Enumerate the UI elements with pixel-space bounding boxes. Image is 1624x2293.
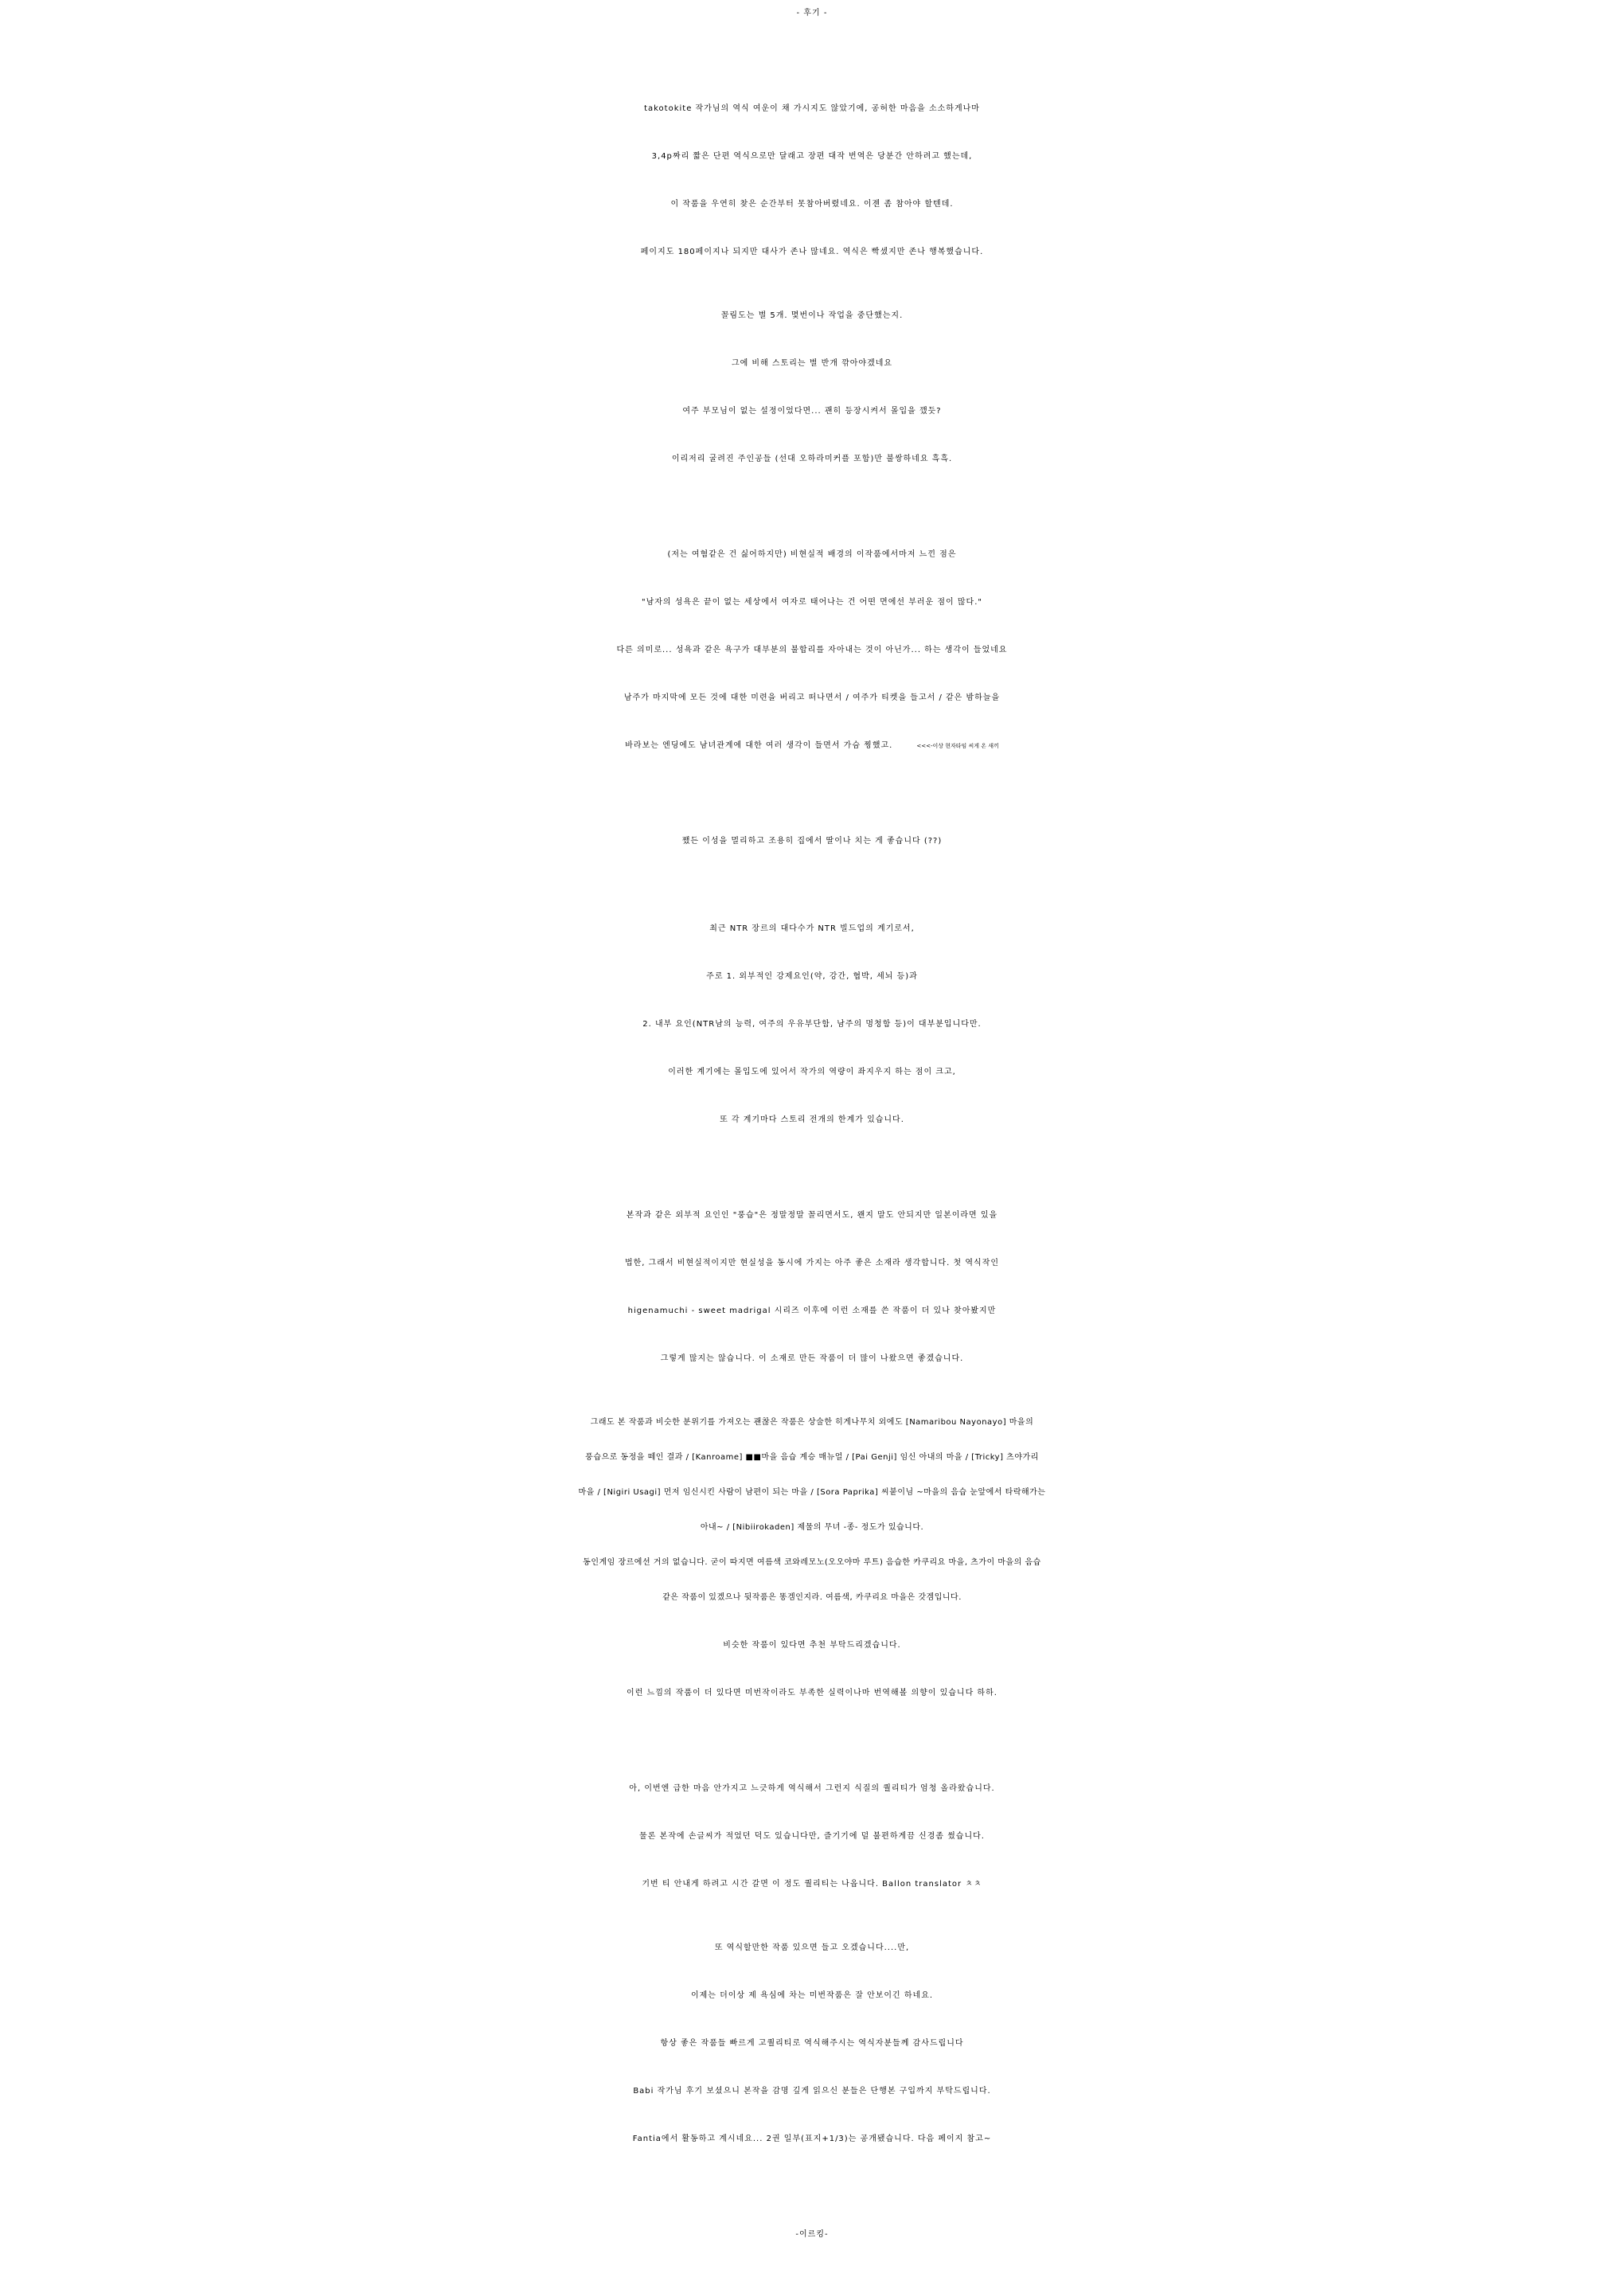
- small-text-line: 마을 / [Nigiri Usagi] 먼저 임신시킨 사람이 남편이 되는 마을 / [Sora Paprika] 씨붙이님 ~마을의 음습 눈앞에서 타락해가는: [578, 1488, 1046, 1497]
- text-line: 항상 좋은 작품들 빠르게 고퀄리티로 역식해주시는 역식자분들께 감사드립니다: [660, 2039, 964, 2048]
- text-line: 또 역식할만한 작품 있으면 들고 오겠습니다....만,: [714, 1943, 910, 1952]
- text-line: 또 각 계기마다 스토리 전개의 한계가 있습니다.: [720, 1115, 904, 1124]
- text-line: 이러한 계기에는 몰입도에 있어서 작가의 역량이 좌지우지 하는 점이 크고,: [668, 1068, 956, 1076]
- text-line: 기번 티 안내게 하려고 시간 갈면 이 정도 퀄리티는 나옵니다. Ballon translator ㅊㅊ: [642, 1880, 982, 1889]
- text-line: 남주가 마지막에 모든 것에 대한 미련을 버리고 떠나면서 / 여주가 티켓을 들고서 / 같은 밤하늘을: [623, 693, 1001, 702]
- signature: -이르킹-: [795, 2230, 829, 2239]
- text-line: 그에 비해 스토리는 별 반개 깎아야겠네요: [731, 359, 893, 368]
- text-line: 3,4p짜리 짧은 단편 역식으로만 달래고 장편 대작 번역은 당분간 안하려고 했는데,: [651, 152, 973, 161]
- text-line: higenamuchi - sweet madrigal 시리즈 이후에 이런 소재를 쓴 작품이 더 있나 찾아봤지만: [627, 1307, 997, 1315]
- text-line: 여주 부모님이 없는 설정이었다면... 괜히 등장시켜서 몰입을 깼듯?: [682, 407, 942, 416]
- text-line: Fantia에서 활동하고 계시네요... 2권 일부(표지+1/3)는 공개됐습니다. 다음 페이지 참고~: [632, 2135, 992, 2143]
- small-text-line: 그래도 본 작품과 비슷한 분위기를 가져오는 괜찮은 작품은 상술한 히게나무치 외에도 [Namaribou Nayonayo] 마을의: [590, 1418, 1034, 1427]
- text-line: 법한, 그래서 비현실적이지만 현실성을 동시에 가지는 아주 좋은 소재라 생각합니다. 첫 역식작인: [624, 1259, 1000, 1268]
- text-line: 바라보는 엔딩에도 남녀관계에 대한 여러 생각이 들면서 가슴 찡했고.: [625, 741, 893, 750]
- text-line-with-note: [0, 742, 1624, 750]
- text-line: 이런 느낌의 작품이 더 있다면 미번작이라도 부족한 실력이나마 번역해볼 의향이 있습니다 하하.: [627, 1689, 997, 1697]
- text-line: 물론 본작에 손글씨가 적었던 덕도 있습니다만, 즐기기에 덜 불편하게끔 신경좀 썼습니다.: [639, 1832, 985, 1841]
- text-line: 쨌든 이성을 멀리하고 조용히 집에서 딸이나 치는 게 좋습니다 (??): [681, 837, 943, 846]
- small-text-line: 동인게임 장르에선 거의 없습니다. 굳이 따지면 여름색 코와레모노(오오야마 루트) 음습한 카쿠리요 마을, 츠가이 마을의 음습: [583, 1558, 1041, 1567]
- small-text-line: 풍습으로 동정을 떼인 결과 / [Kanroame] ■■마을 음습 계승 매뉴얼 / [Pai Genji] 임신 아내의 마을 / [Tricky] 츠야가리: [585, 1453, 1039, 1462]
- text-line: takotokite 작가님의 역식 여운이 채 가시지도 않았기에, 공허한 마음을 소소하게나마: [644, 104, 980, 113]
- page-title: - 후기 -: [796, 9, 828, 18]
- text-line: 다른 의미로... 성욕과 같은 욕구가 대부분의 불합리를 자아내는 것이 아닌가... 하는 생각이 들었네요: [616, 646, 1008, 654]
- text-line: 본작과 같은 외부적 요인인 "풍습"은 정말정말 꼴리면서도, 왠지 말도 안되지만 일본이라면 있을: [626, 1211, 998, 1220]
- text-line: 주로 1. 외부적인 강제요인(약, 강간, 협박, 세뇌 등)과: [706, 972, 918, 981]
- small-text-line: 아내~ / [Nibiirokaden] 제물의 무녀 -종- 정도가 있습니다.: [700, 1523, 924, 1532]
- text-line: 그렇게 많지는 않습니다. 이 소재로 만든 작품이 더 많이 나왔으면 좋겠습니다.: [660, 1354, 964, 1363]
- text-line: (저는 여혐같은 건 싫어하지만) 비현실적 배경의 이작품에서마저 느낀 점은: [667, 550, 957, 559]
- text-line: 이 작품을 우연히 찾은 순간부터 못참아버렸네요. 이젠 좀 참아야 할텐데.: [670, 200, 954, 209]
- text-line: 비슷한 작품이 있다면 추천 부탁드리겠습니다.: [723, 1641, 901, 1650]
- text-line: 2. 내부 요인(NTR남의 능력, 여주의 우유부단함, 남주의 멍청함 등)이 대부분입니다만.: [642, 1020, 982, 1029]
- text-line: "남자의 성욕은 끝이 없는 세상에서 여자로 태어나는 건 어떤 면에선 부러운 점이 많다.": [642, 598, 982, 607]
- text-line: 이리저리 굴려진 주인공들 (선대 오하라미커플 포함)만 불쌍하네요 흑흑.: [671, 455, 953, 463]
- text-line: 최근 NTR 장르의 대다수가 NTR 빌드업의 계기로서,: [709, 924, 915, 933]
- small-text-line: 같은 작품이 있겠으나 뒷작품은 똥겜인지라. 여름색, 카쿠리요 마을은 갓겜입니다.: [662, 1593, 962, 1602]
- text-line: 아, 이번엔 급한 마음 안가지고 느긋하게 역식해서 그런지 식질의 퀄리티가 엄청 올라왔습니다.: [629, 1784, 995, 1793]
- text-line: 페이지도 180페이지나 되지만 대사가 존나 많네요. 역식은 빡셌지만 존나 행복했습니다.: [640, 248, 984, 256]
- text-line: 꼴림도는 별 5개. 몇번이나 작업을 중단했는지.: [720, 311, 904, 320]
- text-line: Babi 작가님 후기 보셨으니 본작을 감명 깊게 읽으신 분들은 단행본 구입까지 부탁드립니다.: [633, 2087, 991, 2096]
- text-line: 이제는 더이상 제 욕심에 차는 미번작품은 잘 안보이긴 하네요.: [690, 1991, 934, 2000]
- aside-note: <<<-이상 현자타임 씨게 온 새끼: [916, 743, 999, 749]
